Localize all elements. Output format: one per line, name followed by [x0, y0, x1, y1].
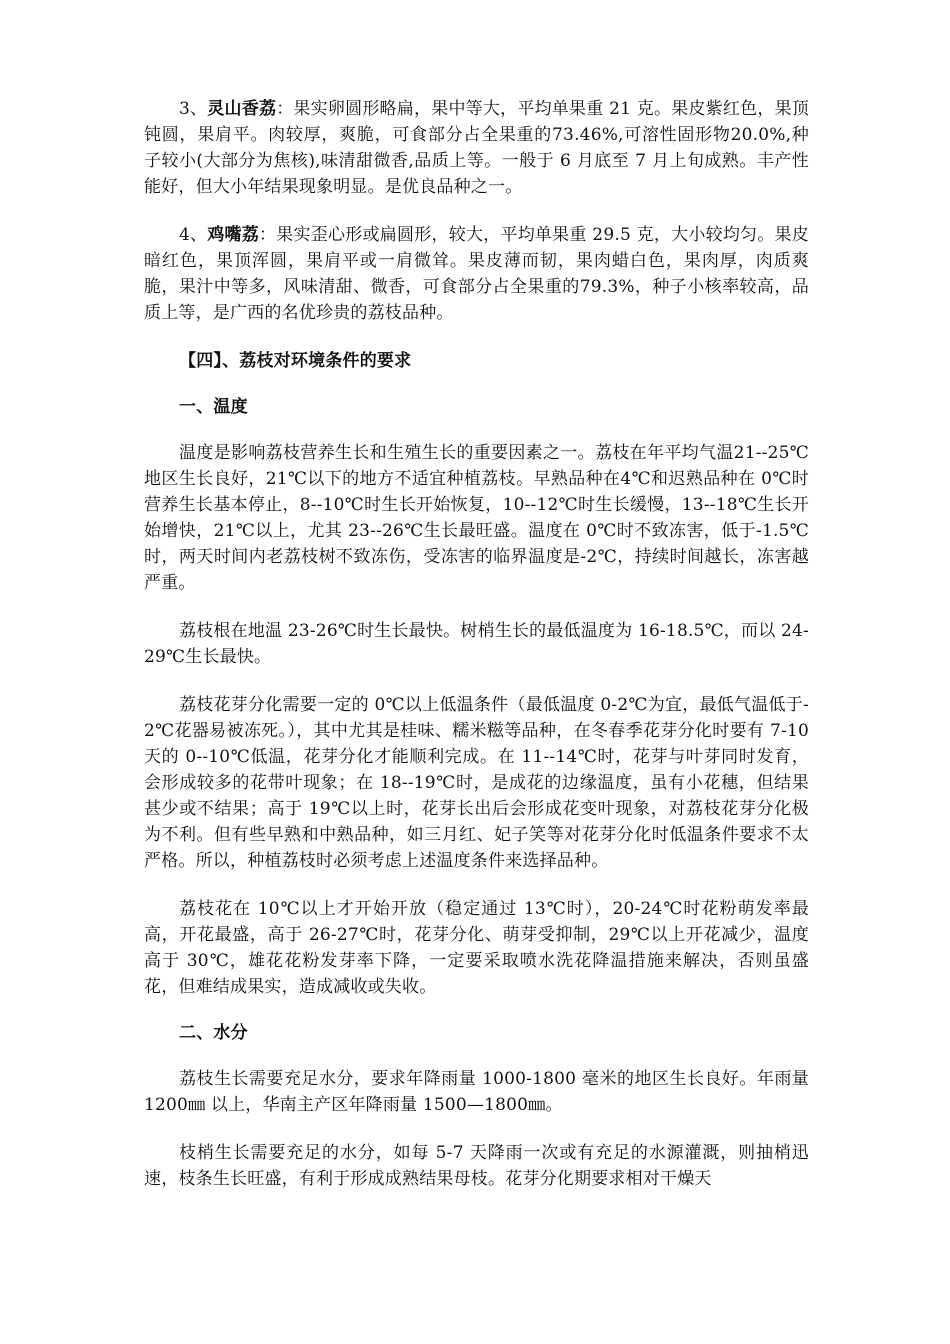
- variety-name: 灵山香荔: [207, 99, 277, 119]
- variety-description: ：果实卵圆形略扁，果中等大，平均单果重 21 克。果皮紫红色，果顶钝圆，果肩平。肉较厚，爽脆，可食部分占全果重的73.46%,可溶性固形物20.0%,种子较小(大部分为焦核),味清甜微香,品质上等。一般于 6 月底至 7 月上旬成熟。丰产性能好，但大小年结果现象明显。是优良品种之一。: [144, 99, 809, 197]
- variety-description: ：果实歪心形或扁圆形，较大，平均单果重 29.5 克，大小较均匀。果皮暗红色，果顶浑圆，果肩平或一肩微耸。果皮薄而韧，果肉蜡白色，果肉厚，肉质爽脆，果汁中等多，风味清甜、微香，可食部分占全果重的79.3%，种子小核率较高，品质上等，是广西的名优珍贵的荔枝品种。: [144, 225, 809, 323]
- water-paragraph: 枝梢生长需要充足的水分，如每 5-7 天降雨一次或有充足的水源灌溉，则抽梢迅速，枝条生长旺盛，有利于形成成熟结果母枝。花芽分化期要求相对干燥天: [144, 1143, 809, 1189]
- temperature-paragraph: 荔枝根在地温 23-26℃时生长最快。树梢生长的最低温度为 16-18.5℃，而以 24-29℃生长最快。: [144, 621, 809, 667]
- temperature-paragraph: 荔枝花芽分化需要一定的 0℃以上低温条件（最低温度 0-2℃为宜，最低气温低于-2℃花器易被冻死。），其中尤其是桂味、糯米糍等品种，在冬春季花芽分化时要有 7-10 天的 0--10℃低温，花芽分化才能顺利完成。在 11--14℃时，花芽与叶芽同时发育，会形成较多的花带叶现象；在 18--19℃时，是成花的边缘温度，虽有小花穗，但结果甚少或不结果；高于 19℃以上时，花芽长出后会形成花变叶现象，对荔枝花芽分化极为不利。但有些早熟和中熟品种，如三月红、妃子笑等对花芽分化时低温条件要求不太严格。所以，种植荔枝时必须考虑上述温度条件来选择品种。: [144, 695, 809, 871]
- variety-number: 3、: [179, 99, 208, 119]
- subsection-heading-temperature: 一、温度: [179, 397, 248, 417]
- variety-paragraph-lingshan: [144, 96, 809, 200]
- temperature-paragraph: 温度是影响荔枝营养生长和生殖生长的重要因素之一。荔枝在年平均气温21--25℃地区生长良好，21℃以下的地方不适宜种植荔枝。早熟品种在4℃和迟熟品种在 0℃时营养生长基本停止，8--10℃时生长开始恢复，10--12℃时生长缓慢，13--18℃生长开始增快，21℃以上，尤其 23--26℃生长最旺盛。温度在 0℃时不致冻害，低于-1.5℃时，两天时间内老荔枝树不致冻伤，受冻害的临界温度是-2℃，持续时间越长，冻害越严重。: [144, 443, 809, 593]
- document-body: [144, 96, 809, 1192]
- variety-paragraph-jizui: [144, 222, 809, 326]
- variety-number: 4、: [179, 225, 208, 245]
- water-paragraph: 荔枝生长需要充足水分，要求年降雨量 1000-1800 毫米的地区生长良好。年雨量 1200㎜ 以上，华南主产区年降雨量 1500—1800㎜。: [144, 1069, 809, 1115]
- variety-name: 鸡嘴荔: [207, 225, 260, 245]
- temperature-paragraph: 荔枝花在 10℃以上才开始开放（稳定通过 13℃时），20-24℃时花粉萌发率最高，开花最盛，高于 26-27℃时，花芽分化、萌芽受抑制，29℃以上开花减少，温度高于 30℃，雄花花粉发芽率下降，一定要采取喷水洗花降温措施来解决，否则虽盛花，但难结成果实，造成减收或失收。: [144, 899, 809, 997]
- subsection-heading-water: 二、水分: [179, 1023, 248, 1043]
- section-heading: 【四】、荔枝对环境条件的要求: [179, 351, 412, 371]
